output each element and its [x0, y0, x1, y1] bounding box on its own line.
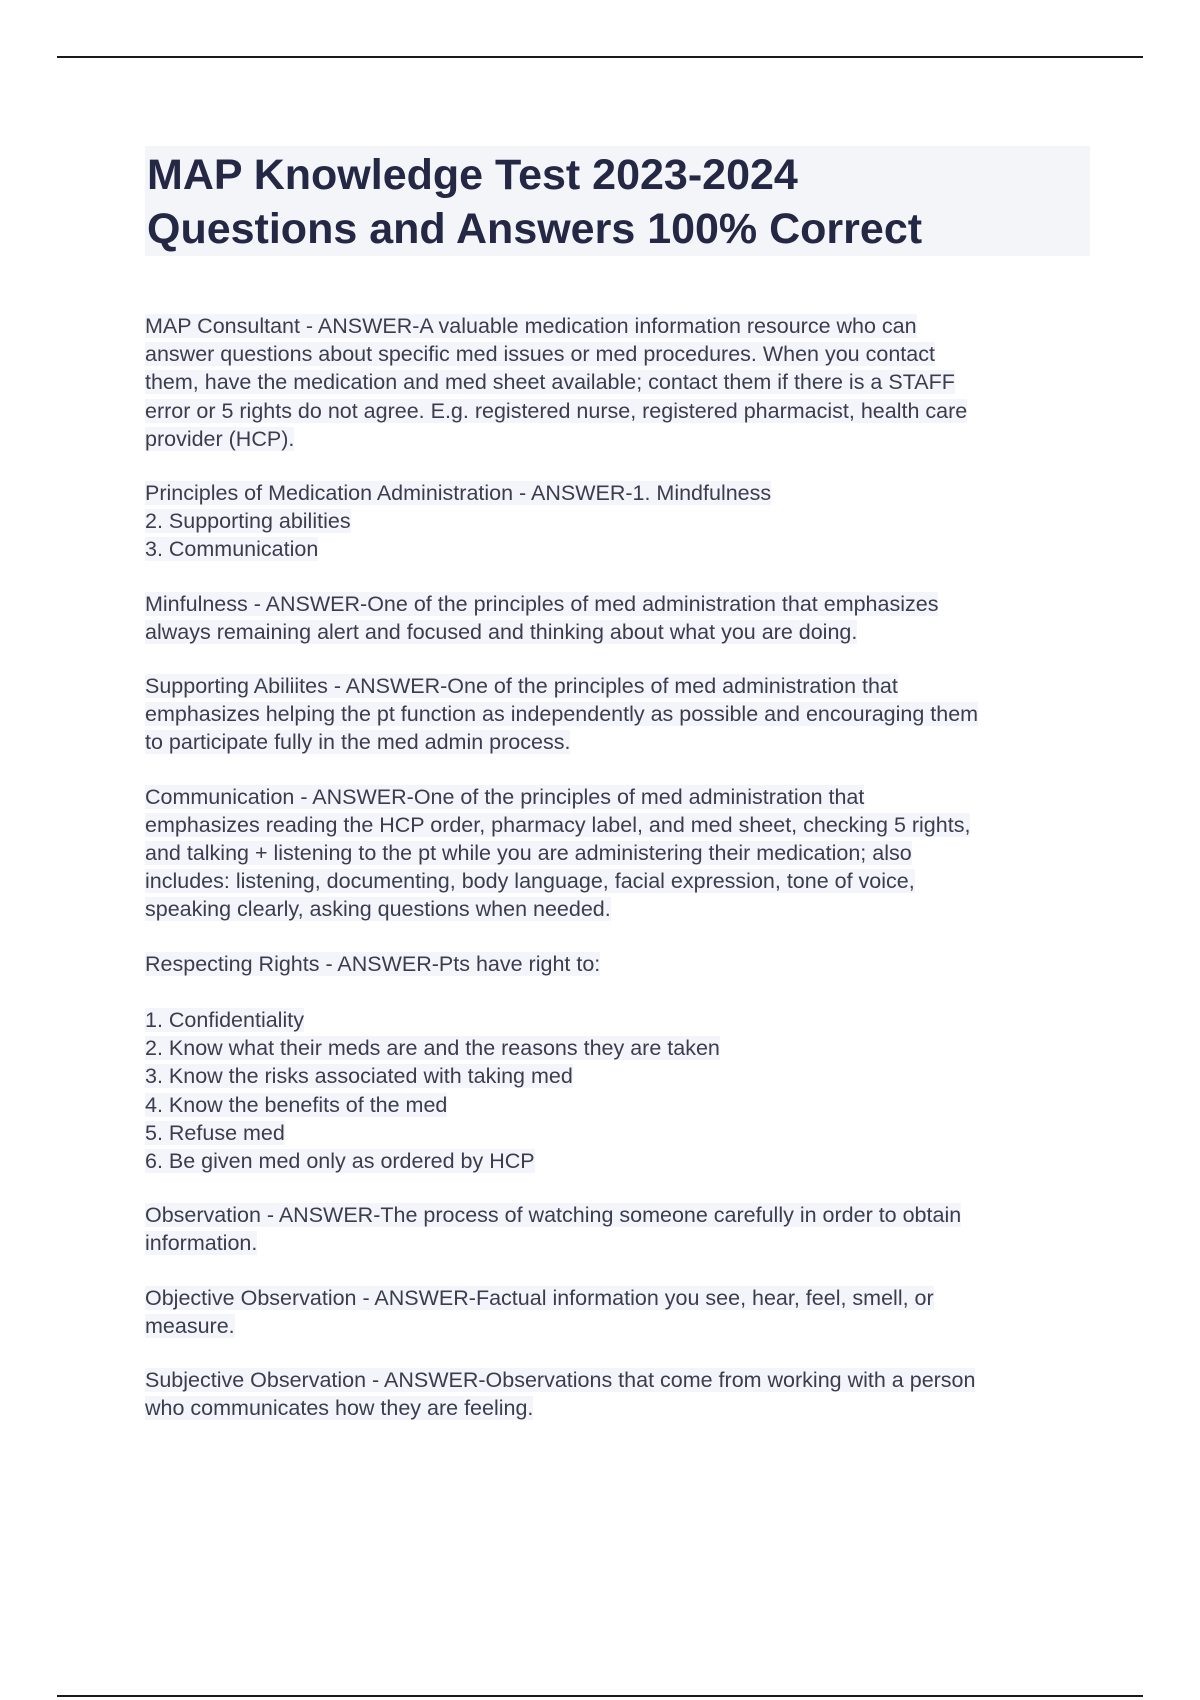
text-line: information. [145, 1231, 258, 1256]
qa-entry-principles [145, 479, 1085, 564]
text-line: them, have the medication and med sheet available; contact them if there is a STAFF [145, 370, 955, 395]
text-line: Respecting Rights - ANSWER-Pts have right to: [145, 951, 601, 976]
text-line: Communication - ANSWER-One of the principles of med administration that [145, 784, 865, 809]
text-line: Subjective Observation - ANSWER-Observations that come from working with a person [145, 1368, 976, 1393]
text-line: includes: listening, documenting, body language, facial expression, tone of voice, [145, 869, 915, 894]
qa-entry-mindfulness [145, 590, 1085, 646]
list-item: 2. Know what their meds are and the reasons they are taken [145, 1036, 720, 1061]
text-line: Principles of Medication Administration - ANSWER-1. Mindfulness [145, 481, 772, 506]
bottom-rule [57, 1695, 1143, 1697]
text-line: error or 5 rights do not agree. E.g. registered nurse, registered pharmacist, health care [145, 398, 968, 423]
text-line: Objective Observation - ANSWER-Factual information you see, hear, feel, smell, or [145, 1285, 934, 1310]
text-line: emphasizes helping the pt function as independently as possible and encouraging them [145, 702, 979, 727]
list-item: 6. Be given med only as ordered by HCP [145, 1149, 535, 1174]
text-line: 3. Communication [145, 537, 319, 562]
list-item: 3. Know the risks associated with taking med [145, 1064, 573, 1089]
text-line: provider (HCP). [145, 426, 295, 451]
list-item: 5. Refuse med [145, 1120, 285, 1145]
text-line: MAP Consultant - ANSWER-A valuable medication information resource who can [145, 314, 917, 338]
qa-entry-communication [145, 783, 1085, 924]
list-item: 1. Confidentiality [145, 1008, 304, 1033]
text-line: measure. [145, 1313, 235, 1338]
list-item: 4. Know the benefits of the med [145, 1092, 448, 1117]
qa-entry-supporting-abilities [145, 672, 1085, 757]
text-line: to participate fully in the med admin process. [145, 730, 571, 755]
qa-entry-subjective-observation [145, 1366, 1085, 1422]
text-line: answer questions about specific med issues or med procedures. When you contact [145, 342, 935, 367]
blank-line [145, 978, 1085, 1006]
text-line: who communicates how they are feeling. [145, 1396, 534, 1421]
text-line: Observation - ANSWER-The process of watching someone carefully in order to obtain [145, 1203, 962, 1228]
text-line: and talking + listening to the pt while you are administering their medication; also [145, 841, 912, 866]
text-line: speaking clearly, asking questions when needed. [145, 897, 611, 922]
document-title [145, 146, 1090, 256]
title-line-1: MAP Knowledge Test 2023-2024 [147, 151, 798, 199]
text-line: emphasizes reading the HCP order, pharmacy label, and med sheet, checking 5 rights, [145, 812, 971, 837]
qa-entry-objective-observation [145, 1284, 1085, 1340]
document-body [145, 312, 1085, 1448]
top-rule [57, 56, 1143, 58]
qa-entry-map-consultant [145, 312, 1085, 453]
text-line: Minfulness - ANSWER-One of the principles of med administration that emphasizes [145, 591, 939, 616]
text-line: Supporting Abiliites - ANSWER-One of the principles of med administration that [145, 674, 898, 699]
title-line-2: Questions and Answers 100% Correct [147, 205, 923, 253]
qa-entry-respecting-rights [145, 950, 1085, 1176]
text-line: 2. Supporting abilities [145, 509, 351, 534]
text-line: always remaining alert and focused and thinking about what you are doing. [145, 619, 858, 644]
qa-entry-observation [145, 1201, 1085, 1257]
